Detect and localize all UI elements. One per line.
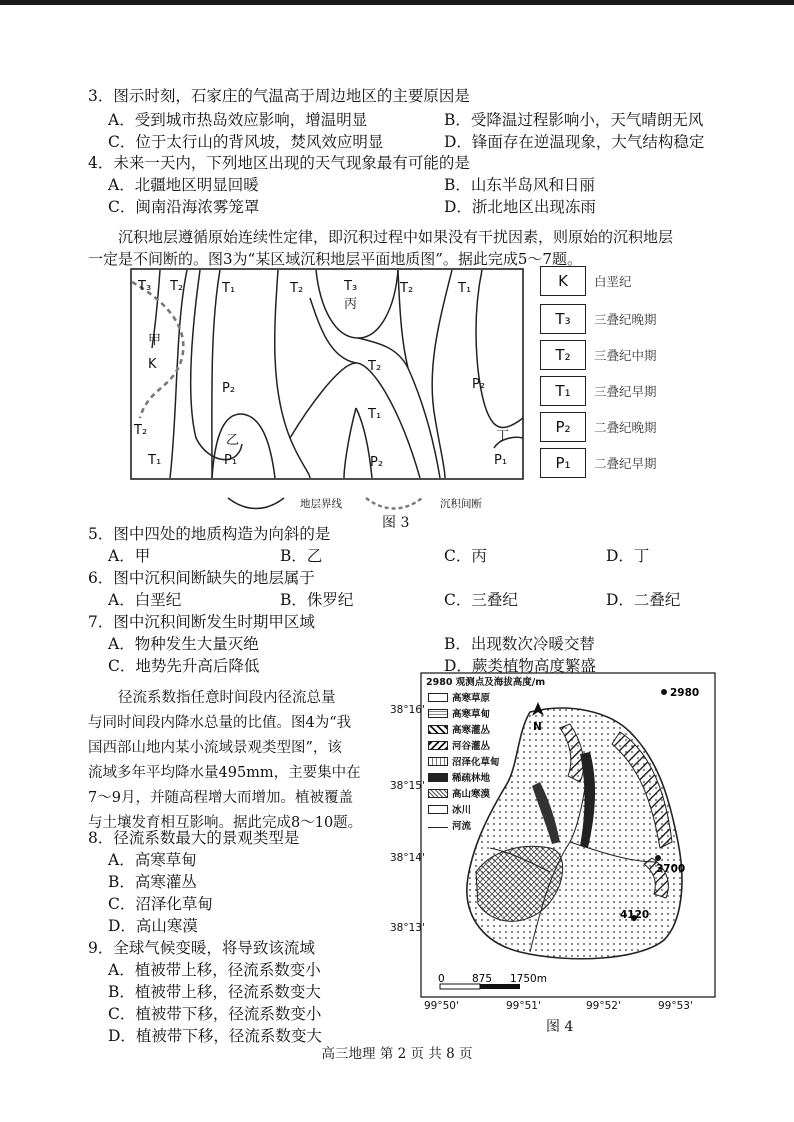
q3-option-b: B．受降温过程影响小，天气晴朗无风 [444, 111, 704, 129]
label-jia: 甲 [148, 333, 162, 348]
q3-option-d: D．锋面存在逆温现象，大气结构稳定 [444, 133, 705, 151]
label-t2: T₂ [170, 279, 184, 294]
intro2-line3: 国西部山地内某小流域景观类型图”，该 [88, 740, 342, 756]
label-k: K [148, 357, 157, 372]
label-t1: T₁ [368, 407, 382, 422]
swatch-river [428, 822, 448, 828]
q3-option-a: A．受到城市热岛效应影响，增温明显 [108, 111, 368, 129]
lon-label: 99°51' [506, 1000, 541, 1012]
boundary-line [212, 414, 275, 478]
stratum-line-symbol [226, 492, 286, 512]
label-t2: T₂ [368, 359, 382, 374]
q5-stem: 5．图中四处的地质构造为向斜的是 [88, 525, 331, 543]
label-t3: T₃ [344, 279, 358, 294]
elevation-mid: 3700 [656, 863, 686, 875]
line-legend-boundary: 地层界线 [300, 498, 342, 510]
q7-option-a: A．物种发生大量灭绝 [108, 635, 259, 653]
q4-option-d: D．浙北地区出现冻雨 [444, 198, 596, 216]
q3-option-c: C．位于太行山的背风坡，焚风效应明显 [108, 133, 384, 151]
q9-option-a: A．植被带上移，径流系数变小 [108, 961, 321, 979]
swatch-alpine-desert [428, 789, 448, 798]
q5-option-a: A．甲 [108, 547, 151, 565]
swatch-alpine-meadow [428, 709, 448, 718]
legend-text-p1: 二叠纪早期 [594, 456, 657, 471]
legend-text-t1: 三叠纪早期 [594, 384, 657, 399]
boundary-line [432, 270, 452, 478]
swatch-swamp-meadow [428, 757, 448, 766]
q4-option-c: C．闽南沿海浓雾笼罩 [108, 198, 260, 216]
line-legend-hiatus: 沉积间断 [440, 498, 482, 510]
legend-box-k: K [540, 266, 586, 296]
lon-label: 99°53' [658, 1000, 693, 1012]
q8-option-d: D．高山寒漠 [108, 917, 198, 935]
scale-mid: 875 [472, 973, 493, 985]
north-label: N [533, 721, 542, 733]
boundary-line [170, 270, 187, 478]
map-frame [131, 269, 523, 479]
q8-stem: 8．径流系数最大的景观类型是 [88, 829, 300, 847]
q9-option-b: B．植被带上移，径流系数变大 [108, 983, 321, 1001]
legend-title-value: 2980 [426, 677, 453, 688]
q5-option-d: D．丁 [606, 547, 650, 565]
q6-option-d: D．二叠纪 [606, 591, 681, 609]
boundary-line [344, 408, 356, 478]
legend-alpine-desert: 高山寒漠 [452, 789, 491, 800]
lon-label: 99°50' [424, 1000, 459, 1012]
legend-title: 观测点及海拔高度/m [455, 677, 546, 688]
figure3-caption: 图 3 [382, 515, 410, 531]
q9-option-c: C．植被带下移，径流系数变小 [108, 1005, 322, 1023]
q7-stem: 7．图中沉积间断发生时期甲区域 [88, 613, 315, 631]
boundary-line [476, 270, 523, 427]
q6-option-b: B．侏罗纪 [280, 591, 354, 609]
intro2-line4: 流域多年平均降水量495mm，主要集中在 [88, 765, 361, 781]
q5-option-c: C．丙 [444, 547, 487, 565]
page-top-edge [0, 0, 794, 5]
label-p2: P₂ [222, 381, 236, 396]
label-t3: T₃ [138, 279, 152, 294]
swatch-alpine-steppe [428, 693, 448, 702]
intro2-line1: 径流系数指任意时间段内径流总量 [118, 690, 336, 706]
legend-glacier: 冰川 [452, 805, 472, 816]
q7-option-b: B．出现数次冷暖交替 [444, 635, 595, 653]
legend-swamp-meadow: 沼泽化草甸 [452, 757, 500, 768]
q6-option-a: A．白垩纪 [108, 591, 182, 609]
legend-text-t2: 三叠纪中期 [594, 348, 657, 363]
label-t2: T₂ [290, 281, 304, 296]
figure3-geologic-map [130, 268, 524, 480]
legend-box-p1: P₁ [540, 448, 586, 478]
intro2-line6: 与土壤发育相互影响。据此完成8～10题。 [88, 815, 363, 831]
lat-label: 38°14' [390, 852, 425, 864]
legend-alpine-shrub: 高寒灌丛 [452, 725, 491, 736]
legend-sparse-forest: 稀疏林地 [452, 773, 491, 784]
legend-alpine-meadow: 高寒草甸 [452, 709, 491, 720]
label-p2: P₂ [472, 377, 486, 392]
label-p1: P₁ [224, 453, 238, 468]
q7-option-d: D．蕨类植物高度繁盛 [444, 657, 596, 675]
legend-box-t2: T₂ [540, 340, 586, 370]
scale-zero: 0 [438, 973, 445, 985]
observation-point [661, 689, 667, 695]
q8-option-a: A．高寒草甸 [108, 851, 197, 869]
q6-stem: 6．图中沉积间断缺失的地层属于 [88, 569, 315, 587]
legend-text-p2: 二叠纪晚期 [594, 420, 657, 435]
legend-box-p2: P₂ [540, 412, 586, 442]
legend-box-t3: T₃ [540, 304, 586, 334]
legend-text-t3: 三叠纪晚期 [594, 312, 657, 327]
swatch-alpine-shrub [428, 725, 448, 734]
swatch-valley-shrub [428, 741, 448, 750]
legend-valley-shrub: 河谷灌丛 [452, 741, 491, 752]
observation-point [655, 855, 661, 861]
boundary-line [290, 363, 420, 478]
hiatus-line-symbol [364, 492, 424, 512]
lon-label: 99°52' [586, 1000, 621, 1012]
label-t2: T₂ [134, 423, 148, 438]
q3-stem: 3．图示时刻，石家庄的气温高于周边地区的主要原因是 [88, 87, 470, 105]
page-footer: 高三地理 第 2 页 共 8 页 [321, 1046, 473, 1062]
q9-stem: 9．全球气候变暖，将导致该流域 [88, 939, 315, 957]
lat-label: 38°15' [390, 780, 425, 792]
q5-option-b: B．乙 [280, 547, 323, 565]
scale-end: 1750m [510, 973, 547, 985]
lat-label: 38°16' [390, 704, 425, 716]
label-yi: 乙 [226, 433, 240, 448]
label-t2: T₂ [400, 281, 414, 296]
label-p1: P₁ [494, 453, 508, 468]
q4-option-a: A．北疆地区明显回暖 [108, 176, 259, 194]
boundary-line [275, 270, 310, 478]
q9-option-d: D．植被带下移，径流系数变大 [108, 1027, 322, 1045]
label-ding: 丁 [496, 429, 510, 444]
lat-label: 38°13' [390, 922, 425, 934]
q7-option-c: C．地势先升高后降低 [108, 657, 260, 675]
legend-box-t1: T₁ [540, 376, 586, 406]
elevation-low: 4120 [620, 909, 650, 921]
swatch-glacier [428, 805, 448, 814]
intro2-line2: 与同时间段内降水总量的比值。图4为“我 [88, 715, 352, 731]
q8-option-c: C．沼泽化草甸 [108, 895, 213, 913]
figure4-caption: 图 4 [546, 1019, 574, 1035]
q4-option-b: B．山东半岛风和日丽 [444, 176, 595, 194]
label-t1: T₁ [458, 281, 472, 296]
q4-stem: 4．未来一天内，下列地区出现的天气现象最有可能的是 [88, 154, 470, 172]
intro2-line5: 7～9月，并随高程增大而增加。植被覆盖 [88, 790, 353, 806]
legend-river: 河流 [452, 821, 472, 832]
label-t1: T₁ [222, 281, 236, 296]
label-t1: T₁ [148, 453, 162, 468]
legend-text-k: 白垩纪 [594, 274, 632, 289]
q6-option-c: C．三叠纪 [444, 591, 518, 609]
label-p2: P₂ [370, 455, 384, 470]
elevation-top: 2980 [670, 687, 700, 699]
intro1-line1: 沉积地层遵循原始连续性定律，即沉积过程中如果没有干扰因素，则原始的沉积地层 [118, 228, 674, 246]
intro1-line2: 一定是不间断的。图3为“某区域沉积地层平面地质图”。据此完成5～7题。 [88, 250, 582, 268]
legend-alpine-steppe: 高寒草原 [452, 693, 491, 704]
swatch-sparse-forest [428, 773, 448, 782]
label-bing: 丙 [344, 297, 358, 312]
q8-option-b: B．高寒灌丛 [108, 873, 197, 891]
